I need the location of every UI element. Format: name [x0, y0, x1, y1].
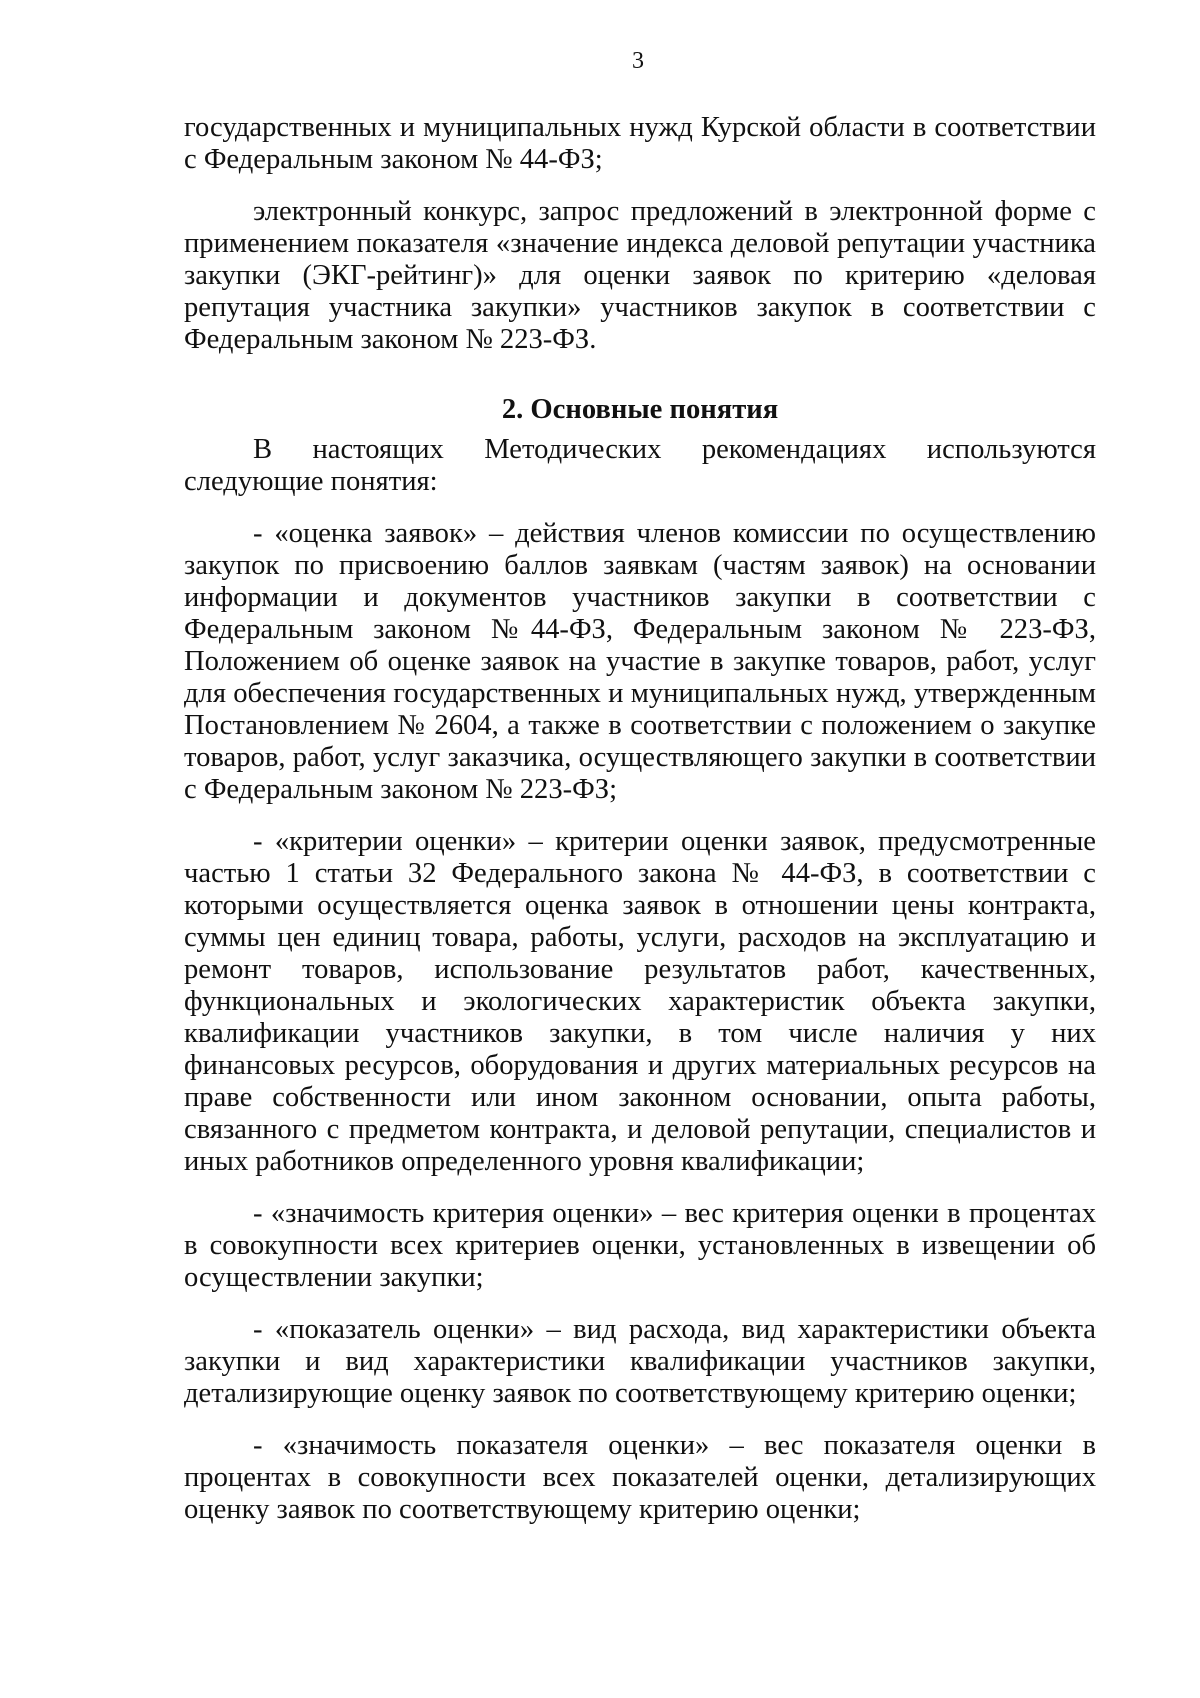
paragraph-continuation: государственных и муниципальных нужд Курской области в соответствии с Федеральным законом № 44-ФЗ;: [184, 112, 1096, 175]
document-body: [184, 112, 1096, 1526]
definition-evaluation-criteria: - «критерии оценки» – критерии оценки заявок, предусмотренные частью 1 статьи 32 Федерального закона № 44-ФЗ, в соответствии с которыми осуществляется оценка заявок в отношении цены контракта, суммы цен единиц товара, работы, услуги, расходов на эксплуатацию и ремонт товаров, использование результатов работ, качественных, функциональных и экологических характеристик объекта закупки, квалификации участников закупки, в том числе наличия у них финансовых ресурсов, оборудования и других материальных ресурсов на праве собственности или ином законном основании, опыта работы, связанного с предметом контракта, и деловой репутации, специалистов и иных работников определенного уровня квалификации;: [184, 826, 1096, 1177]
page-number: 3: [632, 48, 644, 74]
definition-bid-evaluation: - «оценка заявок» – действия членов комиссии по осуществлению закупок по присвоению баллов заявкам (частям заявок) на основании информации и документов участников закупки в соответствии с Федеральным законом №44-ФЗ, Федеральным законом № 223-ФЗ, Положением об оценке заявок на участие в закупке товаров, работ, услуг для обеспечения государственных и муниципальных нужд, утвержденным Постановлением № 2604, а также в соответствии с положением о закупке товаров, работ, услуг заказчика, осуществляющего закупки в соответствии с Федеральным законом № 223-ФЗ;: [184, 518, 1096, 805]
definition-evaluation-indicator: - «показатель оценки» – вид расхода, вид характеристики объекта закупки и вид характеристики квалификации участников закупки, детализирующие оценку заявок по соответствующему критерию оценки;: [184, 1314, 1096, 1409]
definitions-intro: В настоящих Методических рекомендациях используются следующие понятия:: [184, 434, 1096, 497]
definition-indicator-weight: - «значимость показателя оценки» – вес показателя оценки в процентах в совокупности всех показателей оценки, детализирующих оценку заявок по соответствующему критерию оценки;: [184, 1430, 1096, 1525]
definition-criterion-weight: - «значимость критерия оценки» – вес критерия оценки в процентах в совокупности всех критериев оценки, установленных в извещении об осуществлении закупки;: [184, 1198, 1096, 1293]
section-heading: 2. Основные понятия: [501, 394, 779, 425]
paragraph-electronic-tender: электронный конкурс, запрос предложений в электронной форме с применением показателя «значение индекса деловой репутации участника закупки (ЭКГ-рейтинг)» для оценки заявок по критерию «деловая репутация участника закупки» участников закупок в соответствии с Федеральным законом № 223-ФЗ.: [184, 196, 1096, 355]
